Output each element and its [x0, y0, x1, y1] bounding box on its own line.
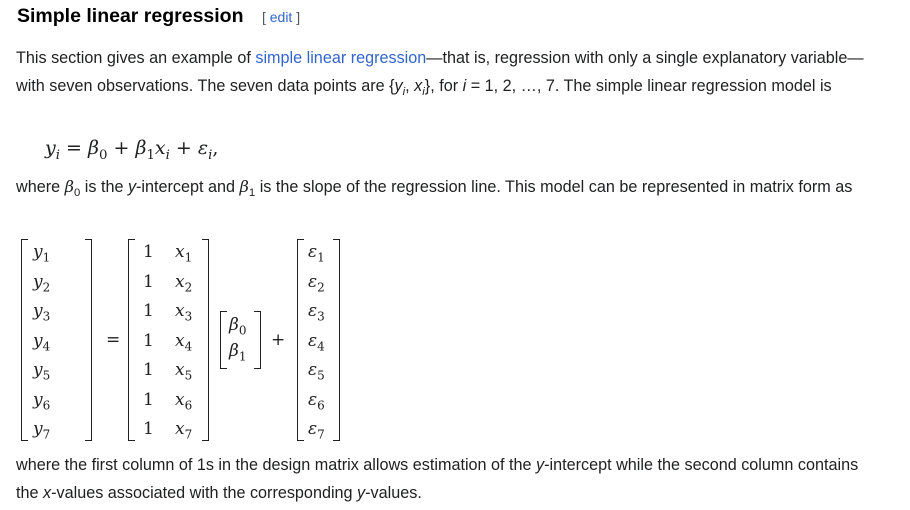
epsilon-entry [308, 242, 325, 264]
epsilon-entry [308, 390, 325, 412]
error-vector-right-bracket [333, 239, 340, 441]
x-entry [175, 272, 192, 294]
text: -intercept while the second column contains the [16, 456, 859, 502]
design-one-entry [143, 242, 154, 262]
y-entry [33, 390, 50, 412]
text: -values associated with the corresponding [51, 484, 358, 502]
y-entry [33, 242, 50, 264]
y-entry-index: 6 [42, 397, 51, 412]
epsilon-entry [308, 301, 325, 323]
y-entry-index: 7 [42, 427, 51, 442]
x-entry [175, 301, 192, 323]
y-entry [33, 301, 50, 323]
x-entry-symbol: x [175, 330, 185, 351]
beta-entry [229, 341, 246, 363]
y-entry-symbol: y [33, 271, 43, 292]
y-vector-right-bracket [85, 239, 92, 441]
design-one-entry [143, 301, 154, 321]
x-entry-index: 4 [184, 338, 193, 353]
epsilon-entry-index: 2 [317, 279, 325, 294]
x-entry-symbol: x [175, 360, 185, 380]
eq-sub-i: i [165, 147, 170, 163]
design-one-entry-symbol: 1 [143, 301, 154, 321]
text: , [405, 77, 415, 95]
beta-vector-left-bracket [220, 311, 227, 369]
eq-x: x [154, 137, 166, 159]
var-y: y [127, 178, 137, 196]
design-one-entry [143, 360, 154, 380]
text: -values. [365, 484, 422, 502]
index-i: i [402, 86, 406, 99]
epsilon-entry-index: 5 [317, 368, 325, 383]
eq-beta: β [135, 137, 147, 159]
y-entry-index: 5 [42, 368, 51, 383]
x-entry-index: 1 [184, 250, 193, 265]
y-entry-symbol: y [33, 360, 43, 380]
x-entry-symbol: x [175, 242, 185, 262]
text: is the [80, 178, 128, 196]
x-entry-symbol: x [175, 419, 185, 439]
section-title: Simple linear regression [17, 5, 244, 27]
y-entry-index: 3 [42, 309, 51, 324]
beta-symbol: β [64, 177, 74, 196]
y-entry-symbol: y [33, 301, 43, 321]
text: = 1, 2, …, 7. The simple linear regression model is [466, 77, 832, 95]
text: —that is, regression with only a single explanatory variable—with seven observations. The seven data points are { [16, 49, 864, 95]
x-entry-index: 3 [184, 309, 193, 324]
y-entry-symbol: y [33, 419, 43, 439]
text: where [16, 178, 65, 196]
epsilon-entry-symbol: ε [308, 360, 318, 380]
y-entry-index: 1 [42, 250, 51, 265]
epsilon-entry [308, 272, 325, 294]
edit-close-bracket: ] [296, 9, 301, 25]
beta-entry [229, 315, 246, 337]
eq-comma: , [212, 137, 219, 159]
text: is the slope of the regression line. This model can be represented in matrix form as [255, 178, 853, 196]
design-one-entry [143, 272, 154, 292]
epsilon-entry-symbol: ε [308, 389, 318, 410]
epsilon-entry [308, 331, 325, 353]
text: This section gives an example of [16, 49, 256, 67]
closing-paragraph [16, 451, 876, 507]
design-one-entry [143, 419, 154, 439]
eq-sub-i: i [208, 147, 213, 163]
beta-entry-index: 1 [238, 349, 247, 364]
y-entry-symbol: y [33, 242, 43, 262]
var-y: y [357, 484, 366, 502]
var-i: i [462, 77, 467, 95]
x-entry-index: 2 [184, 279, 193, 294]
var-x: x [414, 77, 423, 95]
epsilon-entry-symbol: ε [308, 330, 318, 351]
edit-link[interactable]: edit [269, 9, 293, 25]
design-one-entry [143, 331, 154, 351]
epsilon-entry-index: 3 [317, 309, 325, 324]
beta-vector-right-bracket [254, 311, 261, 369]
beta-index: 0 [73, 187, 81, 200]
beta-entry-symbol: β [229, 341, 239, 361]
y-entry-index: 4 [42, 338, 51, 353]
design-matrix-left-bracket [128, 239, 135, 441]
epsilon-entry [308, 360, 325, 382]
design-one-entry-symbol: 1 [143, 330, 154, 351]
x-entry-index: 6 [184, 397, 193, 412]
x-entry-symbol: x [175, 271, 185, 292]
design-matrix-right-bracket [202, 239, 209, 441]
eq-sub-1: 1 [146, 147, 155, 163]
text: -intercept and [136, 178, 240, 196]
equals-sign: = [106, 330, 121, 350]
y-entry [33, 360, 50, 382]
beta-symbol: β [239, 177, 249, 196]
x-entry-symbol: x [175, 301, 185, 321]
beta-entry-index: 0 [238, 323, 247, 338]
eq-equals: = [60, 137, 88, 159]
eq-plus: + [169, 137, 198, 159]
index-i: i [422, 86, 425, 99]
design-one-entry-symbol: 1 [143, 271, 154, 292]
epsilon-entry-index: 6 [317, 397, 325, 412]
design-one-entry-symbol: 1 [143, 419, 154, 439]
y-vector-left-bracket [21, 239, 28, 441]
x-entry [175, 242, 192, 264]
text: where the first column of 1s in the design matrix allows estimation of the [16, 456, 537, 474]
x-entry-index: 5 [184, 368, 193, 383]
y-entry [33, 272, 50, 294]
beta-index: 1 [248, 187, 256, 200]
y-entry-symbol: y [33, 389, 43, 410]
eq-beta: β [88, 137, 99, 159]
text: }, for [424, 77, 463, 95]
var-x: x [43, 484, 52, 502]
epsilon-entry-symbol: ε [308, 271, 318, 292]
x-entry-symbol: x [175, 389, 185, 410]
eq-y: y [45, 137, 56, 159]
design-one-entry [143, 390, 154, 410]
y-entry [33, 419, 50, 441]
y-entry-symbol: y [33, 330, 43, 351]
simple-linear-regression-link[interactable]: simple linear regression [255, 49, 427, 67]
x-entry [175, 360, 192, 382]
epsilon-entry [308, 419, 325, 441]
x-entry-index: 7 [184, 427, 193, 442]
x-entry [175, 331, 192, 353]
epsilon-entry-index: 1 [317, 250, 325, 265]
epsilon-entry-index: 7 [317, 427, 325, 442]
error-vector-left-bracket [297, 239, 304, 441]
eq-epsilon: ε [197, 137, 209, 159]
eq-plus: + [107, 137, 136, 159]
plus-sign: + [271, 330, 286, 350]
eq-sub-i: i [55, 147, 60, 163]
epsilon-entry-symbol: ε [308, 242, 318, 262]
design-one-entry-symbol: 1 [143, 389, 154, 410]
y-entry-index: 2 [42, 279, 51, 294]
epsilon-entry-symbol: ε [308, 301, 318, 321]
eq-sub-0: 0 [98, 147, 108, 163]
beta-entry-symbol: β [229, 315, 239, 335]
epsilon-entry-symbol: ε [308, 419, 318, 439]
design-one-entry-symbol: 1 [143, 242, 154, 262]
x-entry [175, 390, 192, 412]
design-one-entry-symbol: 1 [143, 360, 154, 380]
var-y: y [394, 77, 403, 95]
epsilon-entry-index: 4 [317, 338, 325, 353]
y-entry [33, 331, 50, 353]
x-entry [175, 419, 192, 441]
edit-open-bracket: [ [261, 9, 266, 25]
var-y: y [536, 456, 545, 474]
